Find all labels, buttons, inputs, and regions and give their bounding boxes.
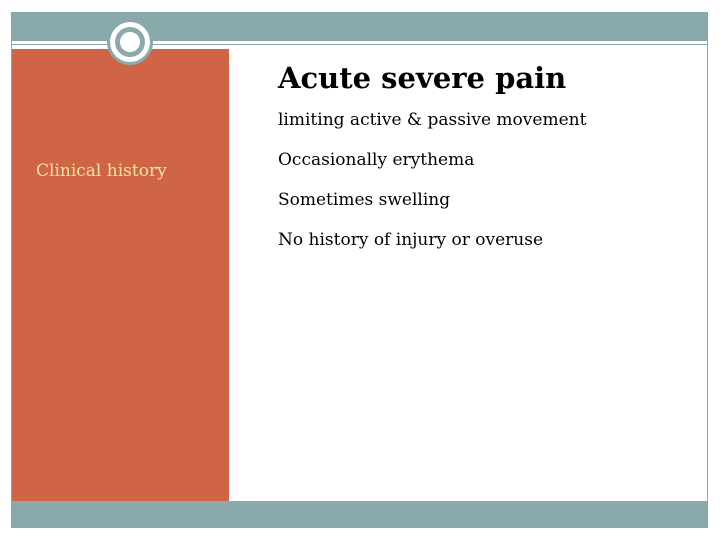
bullet-item: Occasionally erythema [278,150,475,170]
bullet-list [278,109,586,269]
left-panel [12,49,229,503]
bottom-band [12,501,707,527]
side-label: Clinical history [36,161,167,181]
circle-ornament-icon [107,19,153,65]
circle-ornament-inner [115,27,145,57]
bullet-item: No history of injury or overuse [278,230,544,250]
bullet-item: limiting active & passive movement [278,110,587,130]
slide-title: Acute severe pain [278,61,567,95]
bullet-item: Sometimes swelling [278,190,451,210]
slide [11,12,708,528]
